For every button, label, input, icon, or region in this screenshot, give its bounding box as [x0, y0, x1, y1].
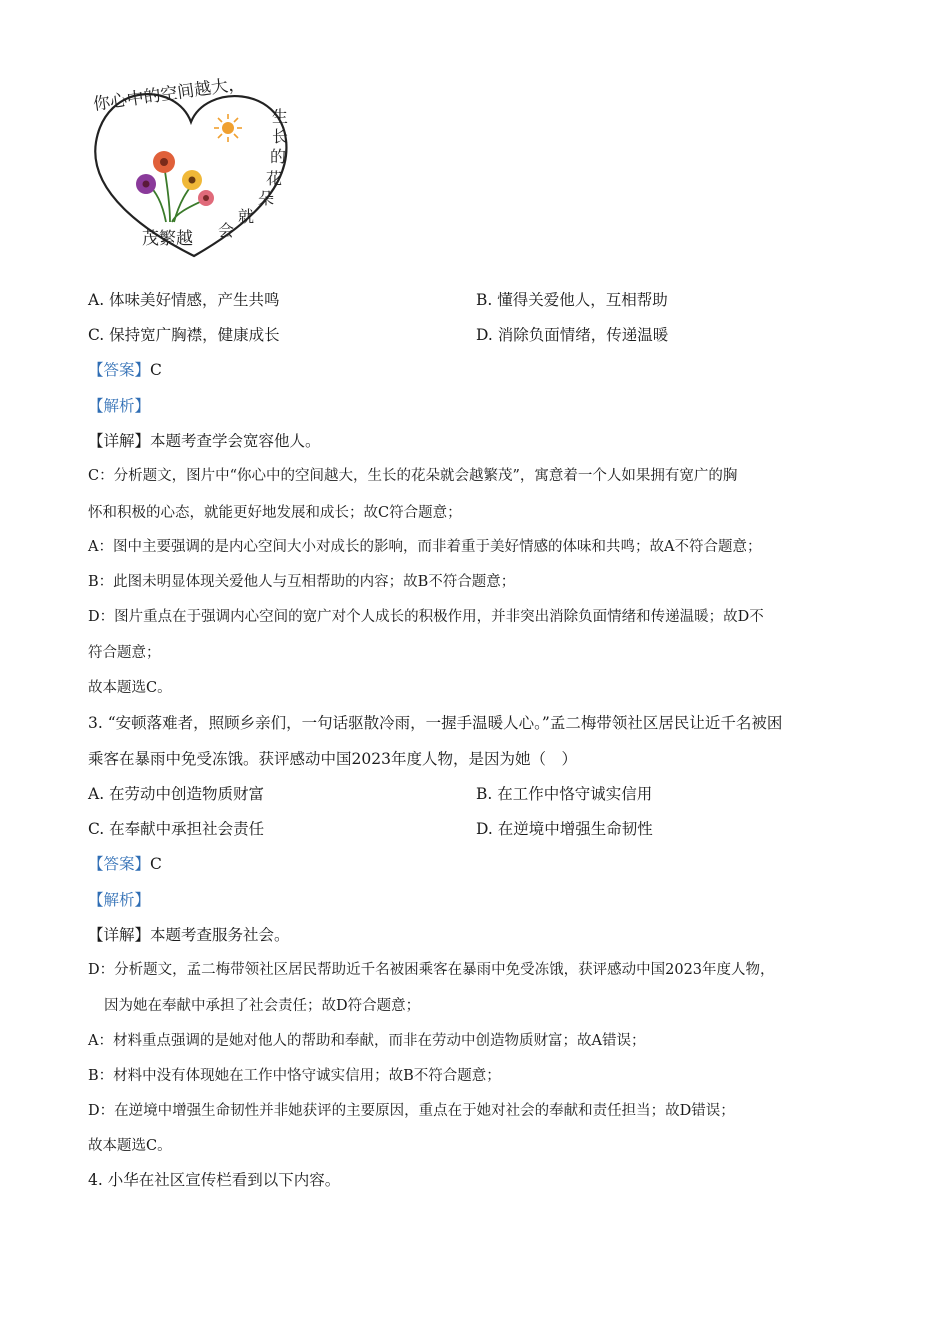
q2-analysis-tag: 【解析】 — [88, 397, 151, 415]
svg-text:的: 的 — [270, 147, 287, 166]
svg-text:朵: 朵 — [258, 189, 275, 208]
q3-option-d: D. 在逆境中增强生命韧性 — [476, 820, 653, 838]
q3-explanation-line: 因为她在奉献中承担了社会责任；故D符合题意； — [104, 998, 421, 1014]
q2-answer — [88, 360, 162, 380]
q3-explanation-line: A：材料重点强调的是她对他人的帮助和奉献，而非在劳动中创造物质财富；故A错误； — [88, 1033, 646, 1049]
answer-tag: 【答案】 — [88, 855, 151, 873]
heart-flower-illustration — [86, 72, 300, 260]
q3-analysis-tag: 【解析】 — [88, 891, 151, 909]
q3-stem-line1: 3. “安顿落难者，照顾乡亲们，一句话驱散冷雨，一握手温暖人心。”孟二梅带领社区居民让近千名被困 — [88, 714, 783, 732]
q2-explanation-line: B：此图未明显体现关爱他人与互相帮助的内容；故B不符合题意； — [88, 574, 516, 590]
q4-stem: 4. 小华在社区宣传栏看到以下内容。 — [88, 1171, 341, 1189]
q3-answer — [88, 854, 162, 874]
q3-stem-line2: 乘客在暴雨中免受冻饿。获评感动中国2023年度人物，是因为她（ ） — [88, 750, 577, 768]
q2-explanation-line: A：图中主要强调的是内心空间大小对成长的影响，而非着重于美好情感的体味和共鸣；故A不符合题意； — [88, 539, 762, 555]
answer-value: C — [150, 855, 162, 873]
svg-text:会: 会 — [218, 221, 235, 240]
q3-conclusion: 故本题选C。 — [88, 1138, 172, 1154]
q2-explanation-line: 怀和积极的心态，就能更好地发展和成长；故C符合题意； — [88, 505, 462, 521]
svg-text:茂繁越: 茂繁越 — [142, 229, 193, 249]
q2-conclusion: 故本题选C。 — [88, 680, 172, 696]
svg-text:你心中的空间越大，: 你心中的空间越大， — [91, 73, 247, 115]
q2-option-d: D. 消除负面情绪，传递温暖 — [476, 326, 669, 344]
q3-option-b: B. 在工作中恪守诚实信用 — [476, 785, 653, 803]
q2-option-a: A. 体味美好情感，产生共鸣 — [88, 291, 280, 309]
answer-tag: 【答案】 — [88, 361, 151, 379]
q2-detail: 【详解】本题考查学会宽容他人。 — [88, 432, 321, 450]
svg-text:就: 就 — [238, 207, 255, 226]
q3-explanation-line: D：在逆境中增强生命韧性并非她获评的主要原因，重点在于她对社会的奉献和责任担当；故D错误； — [88, 1103, 735, 1119]
svg-text:长: 长 — [272, 127, 289, 146]
q2-explanation-line: D：图片重点在于强调内心空间的宽广对个人成长的积极作用，并非突出消除负面情绪和传递温暖；故D不 — [88, 609, 764, 625]
q3-explanation-line: D：分析题文，孟二梅带领社区居民帮助近千名被困乘客在暴雨中免受冻饿，获评感动中国2023年度人物， — [88, 962, 775, 978]
q2-option-c: C. 保持宽广胸襟，健康成长 — [88, 326, 280, 344]
svg-text:生: 生 — [272, 107, 289, 126]
q2-option-b: B. 懂得关爱他人，互相帮助 — [476, 291, 668, 309]
svg-text:花: 花 — [266, 169, 283, 188]
q2-explanation-line: C：分析题文，图片中“你心中的空间越大，生长的花朵就会越繁茂”，寓意着一个人如果拥有宽广的胸 — [88, 468, 738, 484]
q3-detail: 【详解】本题考查服务社会。 — [88, 926, 290, 944]
q2-explanation-line: 符合题意； — [88, 645, 161, 661]
answer-value: C — [150, 361, 162, 379]
q3-explanation-line: B：材料中没有体现她在工作中恪守诚实信用；故B不符合题意； — [88, 1068, 501, 1084]
q3-option-a: A. 在劳动中创造物质财富 — [88, 785, 265, 803]
q3-option-c: C. 在奉献中承担社会责任 — [88, 820, 265, 838]
